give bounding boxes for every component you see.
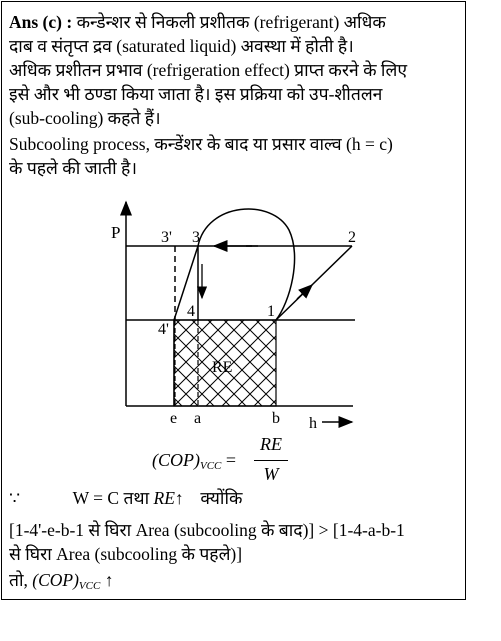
para1-line-3: अधिक प्रशीतन प्रभाव (refrigeration effect) प्राप्त करने के लिए [9, 60, 407, 80]
para1-line-4: इसे और भी ठण्डा किया जाता है। इस प्रक्रिया को उप-शीतलन [9, 84, 383, 104]
label-4p: 4' [158, 321, 169, 338]
since-line: ∵ W = C तथा RE↑ क्योंकि [9, 488, 243, 508]
label-3: 3 [192, 229, 200, 246]
compression-line [276, 246, 352, 320]
ph-diagram [2, 2, 467, 601]
answer-label: Ans (c) : [9, 12, 73, 32]
para1-line-1: कन्डेन्शर से निकली प्रशीतक (refrigerant) अधिक [76, 12, 386, 32]
conclusion-line: तो, $(COP)_{VCC}$ ↑ [9, 570, 114, 592]
compression-arrow [297, 285, 312, 299]
comparison-line-1: [1-4'-e-b-1 से घिरा Area (subcooling के बाद)] > [1-4-a-b-1 [9, 520, 405, 540]
label-4: 4 [187, 303, 195, 320]
label-1: 1 [267, 303, 275, 320]
para2-line-1: Subcooling process, कन्डेंशर के बाद या प्रसार वाल्व (h = c) [9, 134, 393, 154]
label-3p: 3' [161, 229, 172, 246]
para1-line-2: दाब व संतृप्त द्रव (saturated liquid) अवस्था में होती है। [9, 36, 354, 56]
answer-box [1, 1, 466, 600]
label-a: a [194, 410, 202, 427]
cop-numerator: RE [260, 434, 282, 454]
label-b: b [272, 410, 280, 427]
comparison-line-2: से घिरा Area (subcooling के पहले)] [9, 544, 243, 564]
label-h: h [309, 415, 317, 432]
fraction-bar [254, 460, 288, 461]
label-RE: RE [212, 359, 233, 376]
para2-line-2: के पहले की जाती है। [9, 158, 137, 178]
label-2: 2 [348, 229, 356, 246]
cop-denominator: W [263, 464, 279, 484]
label-e: e [170, 410, 178, 427]
para1-line-5: (sub-cooling) कहते हैं। [9, 108, 161, 128]
label-P: P [111, 223, 121, 242]
cop-lhs: $(COP)_{VCC}$ = [152, 450, 237, 472]
